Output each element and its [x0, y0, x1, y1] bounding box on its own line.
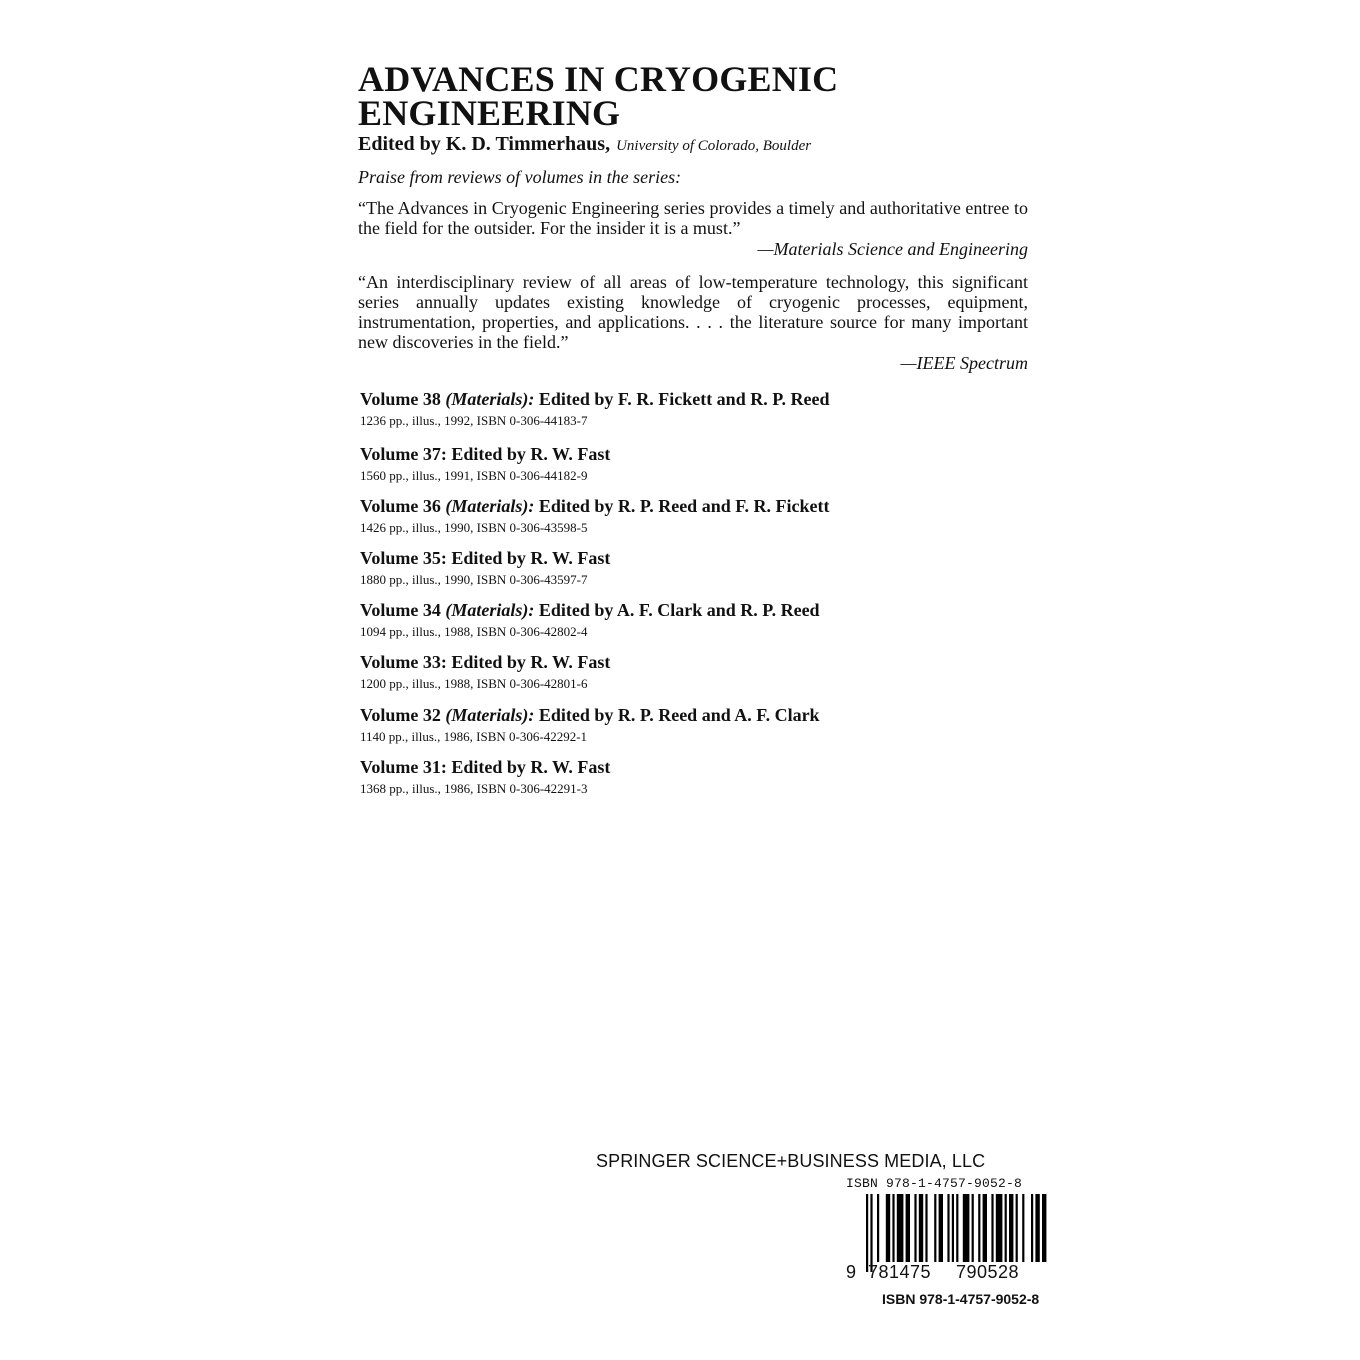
barcode-bar	[886, 1194, 890, 1262]
barcode-bar	[1005, 1194, 1007, 1262]
barcode-digits-left: 781475	[868, 1262, 932, 1282]
review-source-1: —Materials Science and Engineering	[757, 239, 1028, 259]
barcode-bar	[1035, 1194, 1039, 1262]
volume-details: 1094 pp., illus., 1988, ISBN 0-306-42802-4	[360, 624, 588, 639]
barcode-digit-first: 9	[846, 1262, 857, 1282]
barcode-bar	[870, 1194, 872, 1272]
praise-heading: Praise from reviews of volumes in the series:	[358, 167, 682, 187]
volume-title	[360, 704, 1060, 726]
volume-editors: Edited by R. W. Fast	[451, 652, 611, 672]
volume-details: 1200 pp., illus., 1988, ISBN 0-306-42801-6	[360, 676, 588, 691]
volume-details: 1236 pp., illus., 1992, ISBN 0-306-44183-7	[360, 413, 588, 428]
barcode-digits-right: 790528	[956, 1262, 1020, 1282]
volume-editors: Edited by A. F. Clark and R. P. Reed	[538, 600, 820, 620]
publisher-name: SPRINGER SCIENCE+BUSINESS MEDIA, LLC	[596, 1151, 986, 1171]
volume-number: Volume 35:	[360, 548, 447, 568]
volume-number: Volume 32	[360, 705, 441, 725]
volume-details: 1426 pp., illus., 1990, ISBN 0-306-43598-5	[360, 520, 588, 535]
barcode-bar	[897, 1194, 904, 1262]
barcode-bar	[978, 1194, 980, 1262]
barcode-bar	[963, 1194, 970, 1262]
barcode-bar	[1016, 1194, 1018, 1262]
book-title-line-1: ADVANCES IN CRYOGENIC	[358, 59, 839, 99]
volume-title	[360, 599, 1060, 621]
volume-title	[360, 388, 1060, 410]
barcode-bar	[952, 1194, 954, 1262]
barcode-bar	[1031, 1194, 1033, 1262]
editor-affiliation: University of Colorado, Boulder	[616, 138, 812, 154]
volume-materials-tag: (Materials):	[445, 496, 535, 516]
barcode-bar	[991, 1194, 993, 1262]
barcode-bar	[1009, 1194, 1013, 1262]
list-item	[360, 704, 1060, 746]
volume-number: Volume 36	[360, 496, 441, 516]
volume-number: Volume 33:	[360, 652, 447, 672]
list-item	[360, 651, 1060, 693]
volume-details: 1140 pp., illus., 1986, ISBN 0-306-42292-1	[360, 729, 588, 744]
barcode-bar	[1042, 1194, 1046, 1262]
volume-number: Volume 31:	[360, 757, 447, 777]
volume-title	[360, 495, 1060, 517]
book-title-line-2: ENGINEERING	[358, 93, 621, 133]
volume-editors: Edited by R. W. Fast	[451, 548, 611, 568]
list-item	[360, 547, 1060, 589]
volume-materials-tag: (Materials):	[445, 705, 535, 725]
list-item	[360, 495, 1060, 537]
volume-details: 1560 pp., illus., 1991, ISBN 0-306-44182-9	[360, 468, 588, 483]
review-source-2: —IEEE Spectrum	[900, 353, 1028, 373]
list-item	[360, 443, 1060, 485]
isbn-barcode	[842, 1176, 1052, 1316]
barcode-bars	[864, 1194, 1048, 1272]
barcode-bar	[1022, 1194, 1024, 1262]
barcode-bar	[914, 1194, 916, 1262]
barcode-bar	[892, 1194, 894, 1262]
review-quote-2: “An interdisciplinary review of all areas of low-temperature technology, this significant series annually updates existing knowledge of cryogenic processes, equipment, instrumentation, properties, and applications. . . . the literature source for many important new discoveries in the field.”	[358, 272, 1028, 352]
book-title	[358, 59, 1058, 133]
barcode-bar	[972, 1194, 974, 1262]
volume-materials-tag: (Materials):	[445, 389, 535, 409]
barcode-bar	[906, 1194, 910, 1262]
volume-number: Volume 38	[360, 389, 441, 409]
editor-name: Edited by K. D. Timmerhaus,	[358, 133, 611, 155]
volume-title	[360, 547, 1060, 569]
volume-editors: Edited by R. W. Fast	[451, 757, 611, 777]
volume-details: 1368 pp., illus., 1986, ISBN 0-306-42291-3	[360, 781, 588, 796]
review-quote-1: “The Advances in Cryogenic Engineering series provides a timely and authoritative entree to the field for the outsider. For the insider it is a must.”	[358, 198, 1028, 238]
list-item	[360, 388, 1060, 430]
volume-editors: Edited by F. R. Fickett and R. P. Reed	[538, 389, 830, 409]
volume-number: Volume 37:	[360, 444, 447, 464]
barcode-bar	[956, 1194, 958, 1262]
volume-title	[360, 651, 1060, 673]
volume-editors: Edited by R. P. Reed and A. F. Clark	[538, 705, 820, 725]
volume-title	[360, 443, 1060, 465]
barcode-bar	[934, 1194, 936, 1262]
barcode-bar	[996, 1194, 1003, 1262]
volume-details: 1880 pp., illus., 1990, ISBN 0-306-43597-7	[360, 572, 588, 587]
barcode-bar	[877, 1194, 879, 1262]
isbn-top-label: ISBN 978-1-4757-9052-8	[846, 1176, 1023, 1191]
volume-title	[360, 756, 1060, 778]
barcode-digits	[846, 1262, 1044, 1282]
barcode-bar	[925, 1194, 927, 1262]
barcode-bar	[983, 1194, 987, 1262]
barcode-bar	[919, 1194, 923, 1262]
series-editor	[358, 132, 1058, 158]
volume-editors: Edited by R. W. Fast	[451, 444, 611, 464]
list-item	[360, 599, 1060, 641]
barcode-bar	[947, 1194, 949, 1262]
list-item	[360, 756, 1060, 798]
isbn-bottom-label: ISBN 978-1-4757-9052-8	[882, 1291, 1040, 1307]
volume-editors: Edited by R. P. Reed and F. R. Fickett	[538, 496, 830, 516]
barcode-bar	[939, 1194, 943, 1262]
barcode-bar	[866, 1194, 868, 1272]
volume-number: Volume 34	[360, 600, 441, 620]
volume-materials-tag: (Materials):	[445, 600, 535, 620]
